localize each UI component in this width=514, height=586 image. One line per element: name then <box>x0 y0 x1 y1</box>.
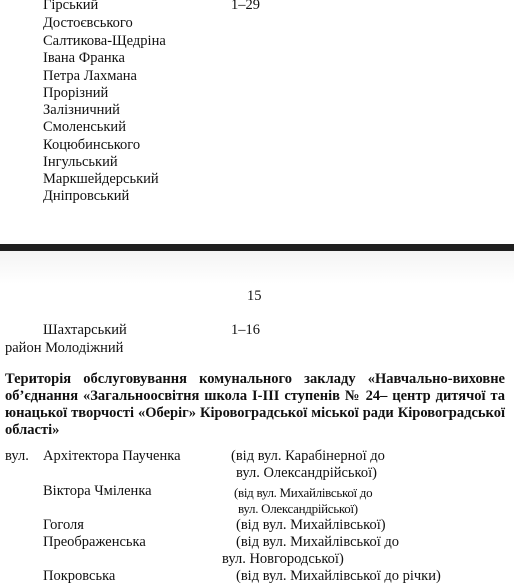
street-name: Преображенська <box>43 534 146 550</box>
street-range: вул. Новгородської) <box>222 551 344 567</box>
street-name: Коцюбинського <box>43 137 141 153</box>
street-prefix: вул. <box>5 448 29 464</box>
page-break <box>0 244 514 284</box>
street-range: (від вул. Михайлівської до <box>236 534 399 550</box>
street-name: Дніпровський <box>43 188 130 204</box>
street-name: Смоленський <box>43 119 126 135</box>
street-range: (від вул. Карабінерної до <box>231 448 385 464</box>
street-name: Івана Франка <box>43 50 125 66</box>
street-range: (від вул. Михайлівської) <box>236 517 386 533</box>
house-range: 1–29 <box>231 0 260 13</box>
street-name: Архітектора Паученка <box>43 448 181 464</box>
street-name: Петра Лахмана <box>43 68 137 84</box>
house-range: 1–16 <box>231 322 260 338</box>
section-heading: Територія обслуговування комунального закладу «Навчально-виховне об’єднання «Загальноосвітня школа І-ІІІ ступенів № 24– центр дитячої та юнацької творчості «Оберіг» Кіровоградської міської ради Кіровоградської області» <box>5 371 505 438</box>
page-number: 15 <box>247 288 262 304</box>
street-name: Гірський <box>43 0 99 13</box>
street-name: Шахтарський <box>43 322 127 338</box>
street-name: Інгульський <box>43 154 118 170</box>
street-name: Маркшейдерський <box>43 171 159 187</box>
district-label: район Молодіжний <box>5 340 124 356</box>
street-name: Гоголя <box>43 517 84 533</box>
street-name: Покровська <box>43 568 116 584</box>
street-range: (від вул. Михайлівської до <box>234 485 373 500</box>
street-name: Віктора Чміленка <box>43 483 152 499</box>
street-range: вул. Олександрійської) <box>238 501 358 516</box>
street-range: (від вул. Михайлівської до річки) <box>236 568 441 584</box>
street-range: вул. Олександрійської) <box>236 465 377 481</box>
street-name: Салтикова-Щедріна <box>43 33 166 49</box>
street-name: Прорізний <box>43 85 109 101</box>
street-name: Залізничний <box>43 102 120 118</box>
street-name: Достоєвського <box>43 15 133 31</box>
